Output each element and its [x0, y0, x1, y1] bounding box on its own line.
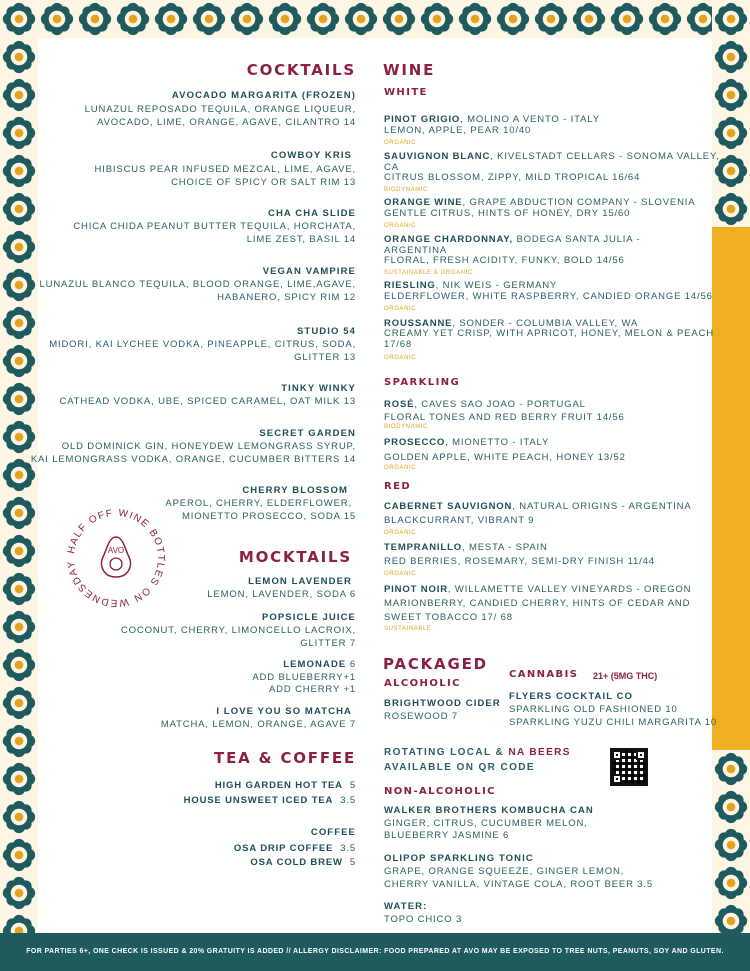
- cider-detail: ROSEWOOD 7: [384, 711, 458, 722]
- cocktail-name: SECRET GARDEN: [259, 428, 356, 439]
- flower-tile-border-right: [712, 0, 750, 227]
- coffee-name: OSA DRIP COFFEE: [233, 843, 334, 854]
- wine-tag: ORGANIC: [384, 465, 417, 471]
- flyers-item: SPARKLING YUZU CHILI MARGARITA 10: [509, 717, 718, 728]
- wine-name: SAUVIGNON BLANC: [384, 151, 491, 162]
- wine-tag: ORGANIC: [384, 223, 417, 229]
- wine-name: ORANGE WINE: [384, 197, 463, 208]
- wine-name: PROSECCO: [384, 437, 446, 448]
- tea-item: [215, 779, 356, 792]
- cocktail-name: TINKY WINKY: [281, 383, 356, 394]
- mocktail-name: LEMONADE: [283, 659, 347, 670]
- olipop-name: OLIPOP SPARKLING TONIC: [384, 853, 534, 864]
- wine-notes: GOLDEN APPLE, WHITE PEACH, HONEY 13/52: [384, 452, 626, 463]
- qr-corner: [612, 774, 622, 784]
- coffee-item: [234, 842, 356, 855]
- qr-corner: [612, 750, 622, 760]
- wine-tag: ORGANIC: [384, 355, 417, 361]
- olipop-desc: GRAPE, ORANGE SQUEEZE, GINGER LEMON,: [384, 866, 625, 877]
- cocktail-name: CHERRY BLOSSOM: [242, 485, 348, 496]
- wine-notes-cont: SWEET TOBACCO 17/ 68: [384, 612, 513, 623]
- kombucha-desc: GINGER, CITRUS, CUCUMBER MELON,: [384, 818, 588, 829]
- mocktail-desc: ADD CHERRY +1: [269, 684, 356, 695]
- cocktail-desc: GLITTER 13: [294, 352, 356, 363]
- wine-tag: ORGANIC: [384, 306, 417, 312]
- flower-tile-border-left: [0, 0, 38, 971]
- wine-producer-cont: CA: [384, 162, 399, 173]
- mocktail-desc: MATCHA, LEMON, ORANGE, AGAVE 7: [160, 719, 356, 730]
- cocktail-desc: HABANERO, SPICY RIM 12: [217, 292, 356, 303]
- tea-name: HIGH GARDEN HOT TEA: [214, 780, 343, 791]
- mocktail-desc: LEMON, LAVENDER, SODA 6: [207, 589, 356, 600]
- flyers-name: FLYERS COCKTAIL CO: [509, 691, 634, 702]
- wine-name: ORANGE CHARDONNAY,: [384, 234, 513, 245]
- wine-tag: BIODYNAMIC: [384, 187, 429, 193]
- cocktail-name: AVOCADO MARGARITA (FROZEN): [171, 90, 356, 101]
- wine-tag: BIODYNAMIC: [384, 424, 429, 430]
- mocktails-heading: MOCKTAILS: [238, 548, 352, 566]
- mocktail-name: LEMON LAVENDER: [248, 576, 352, 587]
- cocktail-desc: HIBISCUS PEAR INFUSED MEZCAL, LIME, AGAVE,: [94, 164, 356, 175]
- wine-tag: SUSTAINABLE: [384, 626, 432, 632]
- water-detail: TOPO CHICO 3: [384, 914, 463, 925]
- wine-notes: LEMON, APPLE, PEAR 10/40: [384, 125, 532, 136]
- stamp-logo-text: AVO: [107, 546, 125, 555]
- stamp-graphic: [61, 503, 171, 613]
- mocktail-name-line: [283, 658, 356, 671]
- wine-producer: , MOLINO A VENTO - ITALY: [460, 114, 600, 125]
- wine-item-line: [384, 541, 548, 554]
- cocktail-desc: CHOICE OF SPICY OR SALT RIM 13: [171, 177, 356, 188]
- mocktail-desc: COCONUT, CHERRY, LIMONCELLO LACROIX,: [120, 625, 356, 636]
- cocktail-desc: LUNAZUL BLANCO TEQUILA, BLOOD ORANGE, LIME,AGAVE,: [39, 279, 356, 290]
- wine-producer: , KIVELSTADT CELLARS - SONOMA VALLEY,: [490, 151, 720, 162]
- cocktail-desc: LIME ZEST, BASIL 14: [246, 234, 356, 245]
- qr-code-icon[interactable]: [610, 748, 648, 786]
- flower-tile-border-top: [0, 0, 750, 38]
- cocktail-desc: MIONETTO PROSECCO, SODA 15: [182, 511, 356, 522]
- cannabis-heading: CANNABIS: [509, 669, 579, 680]
- half-off-wine-stamp: [61, 503, 171, 613]
- cocktail-name: VEGAN VAMPIRE: [262, 266, 356, 277]
- wine-name: PINOT NOIR: [384, 584, 448, 595]
- cannabis-note: 21+ (5MG THC): [593, 671, 658, 681]
- coffee-heading: COFFEE: [310, 827, 356, 838]
- wine-notes: BLACKCURRANT, VIBRANT 9: [384, 515, 535, 526]
- flyers-item: SPARKLING OLD FASHIONED 10: [509, 704, 678, 715]
- mocktail-name: POPSICLE JUICE: [261, 612, 356, 623]
- wine-tag: ORGANIC: [384, 530, 417, 536]
- cocktail-desc: OLD DOMINICK GIN, HONEYDEW LEMONGRASS SYRUP,: [61, 441, 356, 452]
- wine-notes: ELDERFLOWER, WHITE RASPBERRY, CANDIED ORANGE 14/56: [384, 291, 713, 302]
- wine-notes: CITRUS BLOSSOM, ZIPPY, MILD TROPICAL 16/64: [384, 172, 641, 183]
- cider-name: BRIGHTWOOD CIDER: [384, 698, 501, 709]
- cocktail-name: COWBOY KRIS: [270, 150, 352, 161]
- red-heading: RED: [384, 481, 412, 492]
- coffee-name: OSA COLD BREW: [250, 857, 343, 868]
- coffee-item: [250, 856, 356, 869]
- white-heading: WHITE: [384, 87, 428, 98]
- na-beers-text: NA BEERS: [508, 747, 571, 758]
- kombucha-desc: BLUEBERRY JASMINE 6: [384, 830, 510, 841]
- wine-producer-cont: ARGENTINA: [384, 245, 448, 256]
- cocktail-name: STUDIO 54: [297, 326, 356, 337]
- coffee-price: 3.5: [340, 843, 356, 854]
- wine-tag: SUSTAINABLE & ORGANIC: [384, 270, 473, 276]
- wine-producer: BODEGA SANTA JULIA -: [512, 234, 641, 245]
- wine-producer: , WILLAMETTE VALLEY VINEYARDS - OREGON: [447, 584, 692, 595]
- olipop-desc: CHERRY VANILLA, VINTAGE COLA, ROOT BEER 3.5: [384, 879, 654, 890]
- wine-item-line: [384, 398, 586, 411]
- cocktail-desc: AVOCADO, LIME, ORANGE, AGAVE, CILANTRO 14: [97, 117, 356, 128]
- wine-notes: CREAMY YET CRISP, WITH APRICOT, HONEY, MELON & PEACH: [384, 328, 714, 339]
- cocktail-desc: CHICA CHIDA PEANUT BUTTER TEQUILA, HORCHATA,: [73, 221, 356, 232]
- tea-name: HOUSE UNSWEET ICED TEA: [183, 795, 334, 806]
- qr-corner: [636, 750, 646, 760]
- wine-item-line: [384, 500, 692, 513]
- wine-producer: , MESTA - SPAIN: [461, 542, 548, 553]
- tea-price: 3.5: [340, 795, 356, 806]
- rotating-text: ROTATING LOCAL &: [384, 747, 505, 758]
- footer-disclaimer: FOR PARTIES 6+, ONE CHECK IS ISSUED & 20% GRATUITY IS ADDED // ALLERGY DISCLAIMER: FOOD PREPARED AT AVO MAY BE EXPOSED TO TREE NUTS, PEANUTS, SOY AND GLUTEN.: [26, 948, 724, 955]
- wine-notes: GENTLE CITRUS, HINTS OF HONEY, DRY 15/60: [384, 208, 631, 219]
- qr-code-text: AVAILABLE ON QR CODE: [384, 762, 535, 773]
- wine-producer: , GRAPE ABDUCTION COMPANY - SLOVENIA: [462, 197, 696, 208]
- cocktail-desc: LUNAZUL REPOSADO TEQUILA, ORANGE LIQUEUR,: [84, 104, 356, 115]
- water-heading: WATER:: [384, 901, 428, 912]
- wine-heading: WINE: [383, 61, 436, 79]
- mocktail-desc: GLITTER 7: [300, 638, 356, 649]
- mocktail-price: 6: [349, 659, 356, 670]
- tea-coffee-heading: TEA & COFFEE: [214, 749, 356, 767]
- kombucha-name: WALKER BROTHERS KOMBUCHA CAN: [384, 805, 594, 816]
- wine-name: TEMPRANILLO: [384, 542, 462, 553]
- wine-producer: , NIK WEIS - GERMANY: [435, 280, 558, 291]
- mocktail-name: I LOVE YOU SO MATCHA: [216, 706, 352, 717]
- mustard-side-band: [712, 227, 750, 750]
- wine-name: PINOT GRIGIO: [384, 114, 461, 125]
- coffee-price: 5: [349, 857, 356, 868]
- avocado-logo-icon: [102, 537, 131, 577]
- packaged-heading: PACKAGED: [383, 655, 488, 673]
- stamp-text: HALF OFF WINE BOTTLES ON WEDNESDAY: [65, 507, 167, 609]
- rotating-beers-line: [384, 746, 571, 759]
- wine-item-line: [384, 583, 691, 596]
- wine-name: ROSÉ: [384, 399, 415, 410]
- tea-price: 5: [349, 780, 356, 791]
- tea-item: [184, 794, 356, 807]
- wine-notes: MARIONBERRY, CANDIED CHERRY, HINTS OF CEDAR AND: [384, 598, 691, 609]
- cocktail-name: CHA CHA SLIDE: [267, 208, 356, 219]
- wine-name: ROUSSANNE: [384, 318, 453, 329]
- wine-producer: , CAVES SAO JOAO - PORTUGAL: [414, 399, 586, 410]
- wine-notes: FLORAL TONES AND RED BERRY FRUIT 14/56: [384, 412, 625, 423]
- wine-tag: ORGANIC: [384, 140, 417, 146]
- cocktails-heading: COCKTAILS: [246, 61, 356, 79]
- wine-producer: , SONDER - COLUMBIA VALLEY, WA: [452, 318, 639, 329]
- wine-producer: , NATURAL ORIGINS - ARGENTINA: [512, 501, 692, 512]
- wine-name: RIESLING: [384, 280, 436, 291]
- mocktail-desc: ADD BLUEBERRY+1: [252, 672, 356, 683]
- alcoholic-heading: ALCOHOLIC: [384, 678, 461, 689]
- cocktail-desc: KAI LEMONGRASS VODKA, ORANGE, CUCUMBER BITTERS 14: [30, 454, 356, 465]
- wine-producer: , MIONETTO - ITALY: [445, 437, 550, 448]
- wine-tag: ORGANIC: [384, 571, 417, 577]
- cocktail-desc: CATHEAD VODKA, UBE, SPICED CARAMEL, OAT MILK 13: [59, 396, 356, 407]
- wine-notes: FLORAL, FRESH ACIDITY, FUNKY, BOLD 14/56: [384, 255, 625, 266]
- wine-item-line: [384, 150, 719, 163]
- wine-notes-cont: 17/68: [384, 339, 413, 350]
- non-alcoholic-heading: NON-ALCOHOLIC: [384, 786, 496, 797]
- wine-notes: RED BERRIES, ROSEMARY, SEMI-DRY FINISH 11/44: [384, 556, 655, 567]
- cocktail-desc: MIDORI, KAI LYCHEE VODKA, PINEAPPLE, CITRUS, SODA,: [49, 339, 356, 350]
- sparkling-heading: SPARKLING: [384, 377, 461, 388]
- wine-item-line: [384, 436, 549, 449]
- cocktail-desc: APEROL, CHERRY, ELDERFLOWER,: [165, 498, 352, 509]
- wine-name: CABERNET SAUVIGNON: [384, 501, 513, 512]
